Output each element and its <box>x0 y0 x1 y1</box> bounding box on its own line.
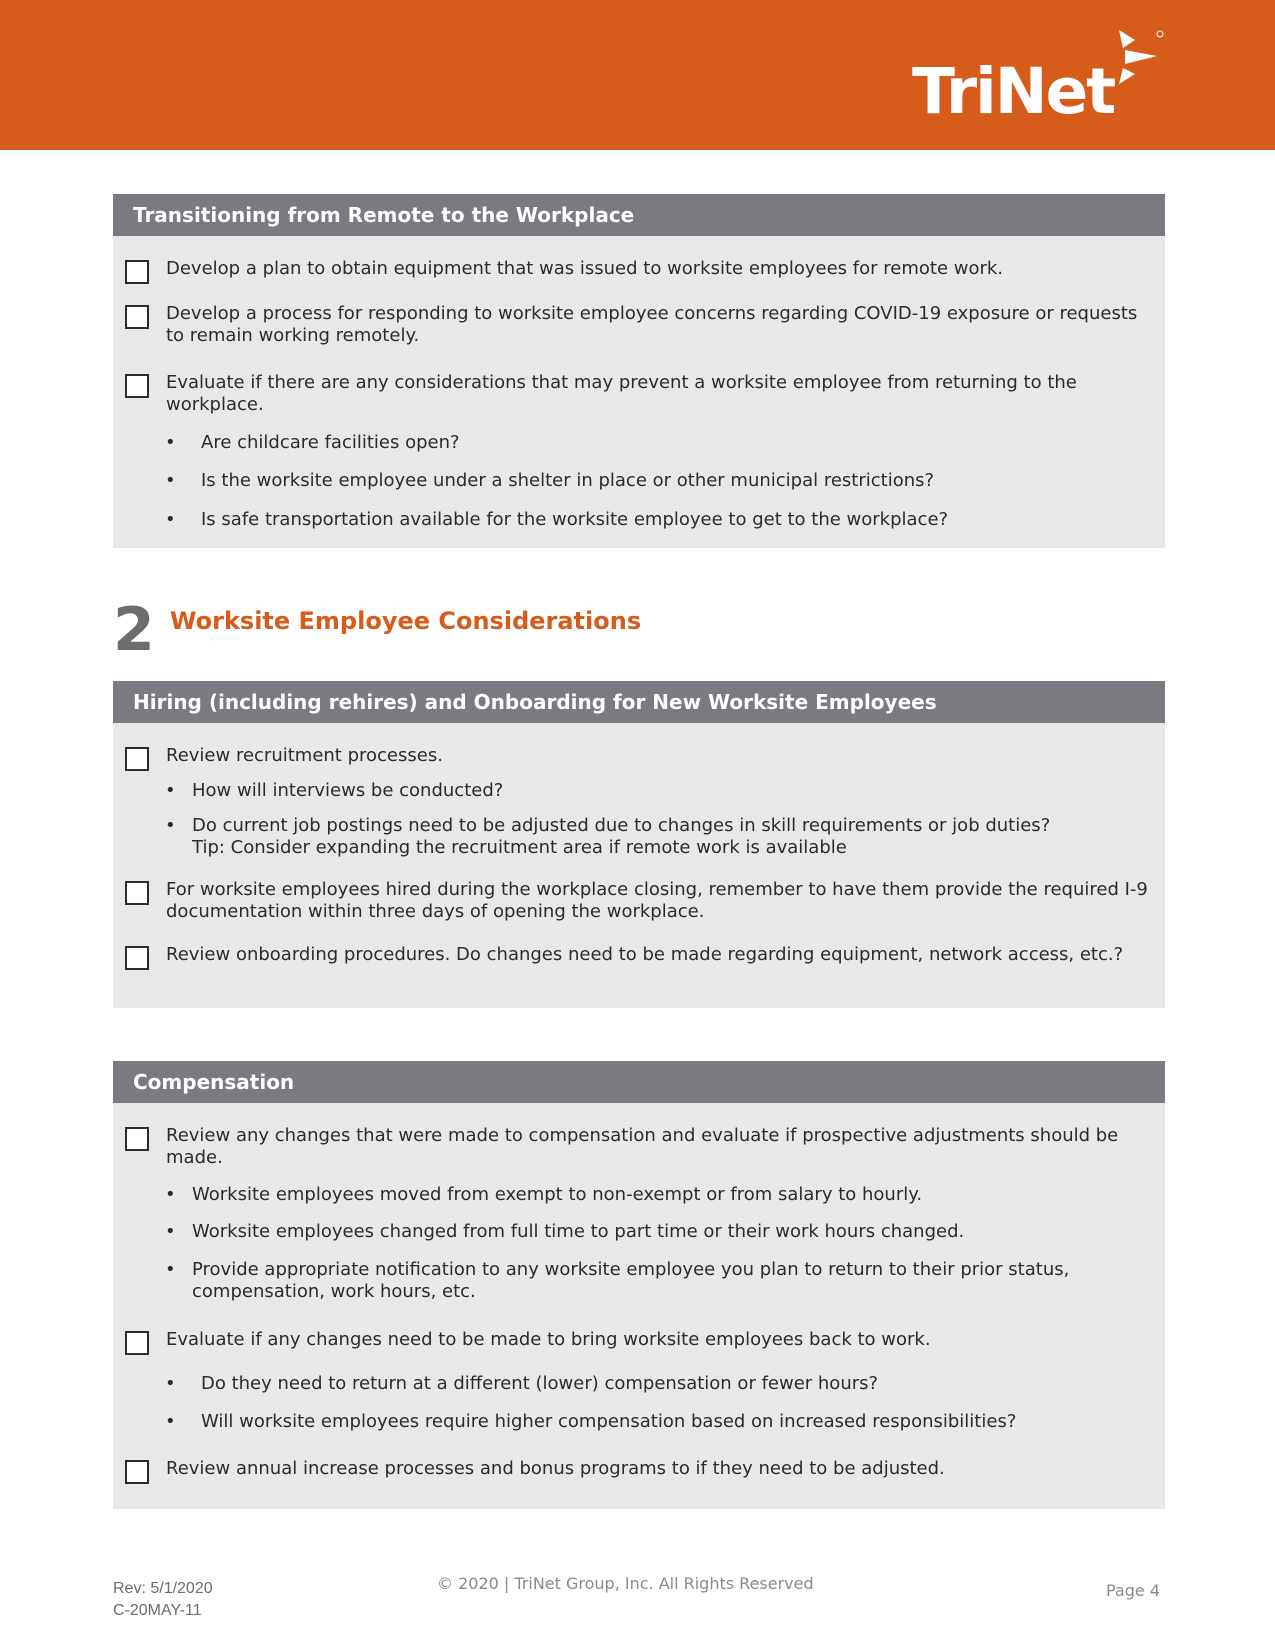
checklist-item-text: Review onboarding procedures. Do changes need to be made regarding equipment, network access, etc.? <box>166 944 1124 965</box>
bullet-item <box>165 1373 1145 1395</box>
bullet-item <box>165 1184 1145 1206</box>
checklist-item <box>125 258 1157 280</box>
bullet-item <box>165 1411 1145 1433</box>
bullet-dot: • <box>165 1221 176 1242</box>
checkbox[interactable] <box>125 946 149 970</box>
bullet-item <box>165 509 1145 531</box>
checklist-item <box>125 303 1157 347</box>
bullet-dot: • <box>165 780 176 801</box>
bullet-item <box>165 780 1145 802</box>
checklist-item <box>125 1329 1157 1351</box>
chapter-number: 2 <box>113 595 155 665</box>
bullet-text: How will interviews be conducted? <box>192 780 504 801</box>
bullet-text: Will worksite employees require higher compensation based on increased responsibilities? <box>201 1411 1017 1432</box>
bullet-text: Worksite employees moved from exempt to non-exempt or from salary to hourly. <box>192 1184 923 1205</box>
checklist-item <box>125 1125 1157 1169</box>
checklist-item <box>125 1458 1157 1480</box>
revision-date: Rev: 5/1/2020 <box>113 1580 213 1597</box>
footer-copyright: © 2020 | TriNet Group, Inc. All Rights Reserved <box>437 1574 814 1593</box>
bullet-text: Do current job postings need to be adjusted due to changes in skill requirements or job duties? <box>192 815 1051 836</box>
checkbox[interactable] <box>125 1127 149 1151</box>
checkbox[interactable] <box>125 747 149 771</box>
bullet-text: Worksite employees changed from full time to part time or their work hours changed. <box>192 1221 965 1242</box>
checklist-item-text: Review annual increase processes and bonus programs to if they need to be adjusted. <box>166 1458 945 1479</box>
checklist-item-text: Evaluate if there are any considerations that may prevent a worksite employee from returning to the workplace. <box>166 372 1077 415</box>
bullet-dot: • <box>165 509 176 530</box>
bullet-dot: • <box>165 1373 176 1394</box>
arrow-chevron-logo-icon <box>1117 26 1167 88</box>
checklist-item-text: Evaluate if any changes need to be made to bring worksite employees back to work. <box>166 1329 931 1350</box>
section-header: Hiring (including rehires) and Onboarding for New Worksite Employees <box>113 681 1165 723</box>
tip-text: Tip: Consider expanding the recruitment area if remote work is available <box>192 837 847 858</box>
checkbox[interactable] <box>125 305 149 329</box>
checkbox[interactable] <box>125 260 149 284</box>
bullet-dot: • <box>165 815 176 836</box>
section-hiring-onboarding <box>113 681 1165 1008</box>
bullet-dot: • <box>165 1184 176 1205</box>
header-bar <box>0 0 1275 150</box>
bullet-item <box>165 815 1145 859</box>
chapter-title: Worksite Employee Considerations <box>170 607 642 635</box>
checklist-item-text: For worksite employees hired during the workplace closing, remember to have them provide the required I-9 documentation within three days of opening the workplace. <box>166 879 1148 922</box>
checkbox[interactable] <box>125 881 149 905</box>
checklist-item <box>125 944 1157 966</box>
trinet-logo <box>912 26 1172 126</box>
checklist-item-text: Develop a process for responding to worksite employee concerns regarding COVID-19 exposure or requests to remain working remotely. <box>166 303 1138 346</box>
logo-wordmark: TriNet <box>912 55 1115 128</box>
bullet-dot: • <box>165 432 176 453</box>
checklist-item-text: Review recruitment processes. <box>166 745 443 766</box>
checklist-item <box>125 879 1157 923</box>
page-number: Page 4 <box>1106 1581 1160 1600</box>
footer-revision <box>113 1578 213 1622</box>
checkbox[interactable] <box>125 374 149 398</box>
bullet-dot: • <box>165 470 176 491</box>
bullet-text: Is safe transportation available for the worksite employee to get to the workplace? <box>201 509 949 530</box>
bullet-text: Provide appropriate notification to any worksite employee you plan to return to their prior status, compensation, work hours, etc. <box>192 1259 1070 1302</box>
bullet-item <box>165 1259 1145 1303</box>
checklist-item-text: Review any changes that were made to compensation and evaluate if prospective adjustments should be made. <box>166 1125 1119 1168</box>
bullet-item <box>165 470 1145 492</box>
section-header: Compensation <box>113 1061 1165 1103</box>
section-compensation <box>113 1061 1165 1509</box>
bullet-item <box>165 432 1145 454</box>
checklist-item <box>125 745 1157 767</box>
checkbox[interactable] <box>125 1460 149 1484</box>
bullet-text: Do they need to return at a different (lower) compensation or fewer hours? <box>201 1373 879 1394</box>
bullet-text: Are childcare facilities open? <box>201 432 460 453</box>
checklist-item-text: Develop a plan to obtain equipment that was issued to worksite employees for remote work. <box>166 258 1004 279</box>
section-transitioning <box>113 194 1165 548</box>
checklist-item <box>125 372 1157 416</box>
checkbox[interactable] <box>125 1331 149 1355</box>
bullet-text: Is the worksite employee under a shelter in place or other municipal restrictions? <box>201 470 935 491</box>
document-code: C-20MAY-11 <box>113 1602 202 1619</box>
bullet-dot: • <box>165 1411 176 1432</box>
bullet-item <box>165 1221 1145 1243</box>
section-header: Transitioning from Remote to the Workplace <box>113 194 1165 236</box>
bullet-dot: • <box>165 1259 176 1280</box>
